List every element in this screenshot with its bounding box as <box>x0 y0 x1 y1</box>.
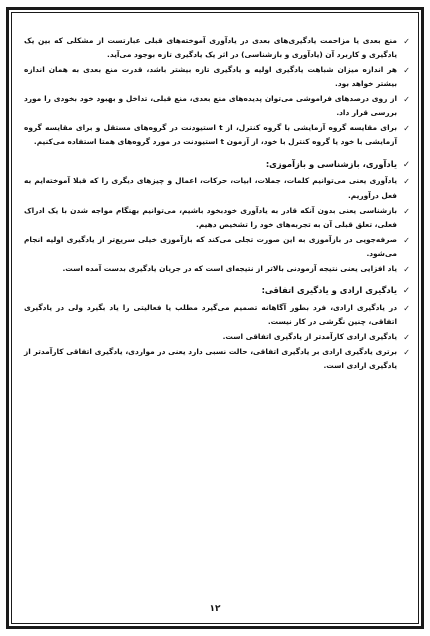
bullet-text: برای مقایسه گروه آزمایشی با گروه کنترل، از t استیودنت در گروه‌های مستقل و برای مقایسه گروه آزمایشی با خود یا گروه کنترل با خود، از آزمون t استیودنت در مورد گروه‌های همتا استفاده می‌کنیم. <box>24 123 397 147</box>
bullet-text: هر اندازه میزان شباهت یادگیری اولیه و یادگیری تازه بیشتر باشد، قدرت منع بعدی به همان اندازه بیشتر خواهد بود. <box>24 65 397 89</box>
bullet-item <box>24 92 410 120</box>
checkmark-icon: ✓ <box>403 333 410 342</box>
bullet-text: برتری یادگیری ارادی بر یادگیری اتفاقی، حالت نسبی دارد یعنی در مواردی، یادگیری اتفاقی کارآمدتر از یادگیری ارادی است. <box>24 347 397 371</box>
checkmark-icon: ✓ <box>403 235 410 245</box>
bullet-item <box>24 204 410 232</box>
bullet-item <box>24 233 410 261</box>
bullet-text: منع بعدی یا مزاحمت یادگیری‌های بعدی در یادآوری آموخته‌های قبلی عبارتست از مشکلی که بین یک یادگیری و کاربرد آن (یادآوری و بازشناسی) در اثر یک یادگیری تازه بوجود می‌آید. <box>24 36 397 60</box>
bullet-text: صرفه‌جویی در بازآموزی به این صورت تجلی می‌کند که بازآموزی خیلی سریع‌تر از یادگیری اولیه انجام می‌شود. <box>24 234 397 258</box>
checkmark-icon: ✓ <box>402 159 410 170</box>
section-heading <box>24 283 410 299</box>
section-heading-text: یادگیری ارادی و یادگیری اتفاقی: <box>261 284 397 295</box>
bullet-text: یادگیری ارادی کارآمدتر از یادگیری اتفاقی است. <box>222 332 397 341</box>
bullet-item <box>24 63 410 91</box>
bullet-item <box>24 121 410 149</box>
checkmark-icon: ✓ <box>403 206 410 216</box>
bullet-item <box>24 174 410 202</box>
checkmark-icon: ✓ <box>403 37 410 46</box>
section-heading-text: یادآوری، بازشناسی و بازآموزی: <box>265 158 397 169</box>
bullet-text: از روی درصدهای فراموشی می‌توان پدیده‌های منع بعدی، منع قبلی، تداخل و بهبود خود بخودی را مورد بررسی قرار داد. <box>24 94 397 118</box>
bullet-item <box>24 345 410 373</box>
bullet-text: بازشناسی یعنی بدون آنکه قادر به یادآوری خودبخود باشیم، می‌توانیم بهنگام مواجه شدن با یک ادراک فعلی، تعلق قبلی آن به تجربه‌های خود را تشخیص دهیم. <box>24 205 397 229</box>
bullet-item <box>24 301 410 329</box>
page-number: ۱۲ <box>209 604 221 614</box>
checkmark-icon: ✓ <box>403 264 410 274</box>
page-content <box>24 34 410 374</box>
checkmark-icon: ✓ <box>403 124 410 134</box>
checkmark-icon: ✓ <box>403 95 410 105</box>
checkmark-icon: ✓ <box>403 303 410 313</box>
checkmark-icon: ✓ <box>403 177 410 187</box>
checkmark-icon: ✓ <box>403 348 410 358</box>
bullet-text: یاد افزایی یعنی نتیجه آزمودنی بالاتر از نتیجه‌ای است که در جریان یادگیری بدست آمده است. <box>62 263 397 273</box>
section-heading <box>24 157 410 173</box>
bullet-text: در یادگیری ارادی، فرد بطور آگاهانه تصمیم می‌گیرد مطلب یا فعالیتی را یاد بگیرد ولی در یادگیری اتفاقی، چنین نگرشی در کار نیست. <box>24 302 397 326</box>
bullet-item <box>24 330 410 344</box>
bullet-item <box>24 262 410 276</box>
checkmark-icon: ✓ <box>402 285 410 296</box>
bullet-item <box>24 34 410 62</box>
bullet-text: یادآوری یعنی می‌توانیم کلمات، جملات، ابیات، حرکات، اعمال و چیزهای دیگری را که قبلا آموخته‌ایم به فعل درآوریم. <box>24 176 397 200</box>
checkmark-icon: ✓ <box>403 66 410 76</box>
